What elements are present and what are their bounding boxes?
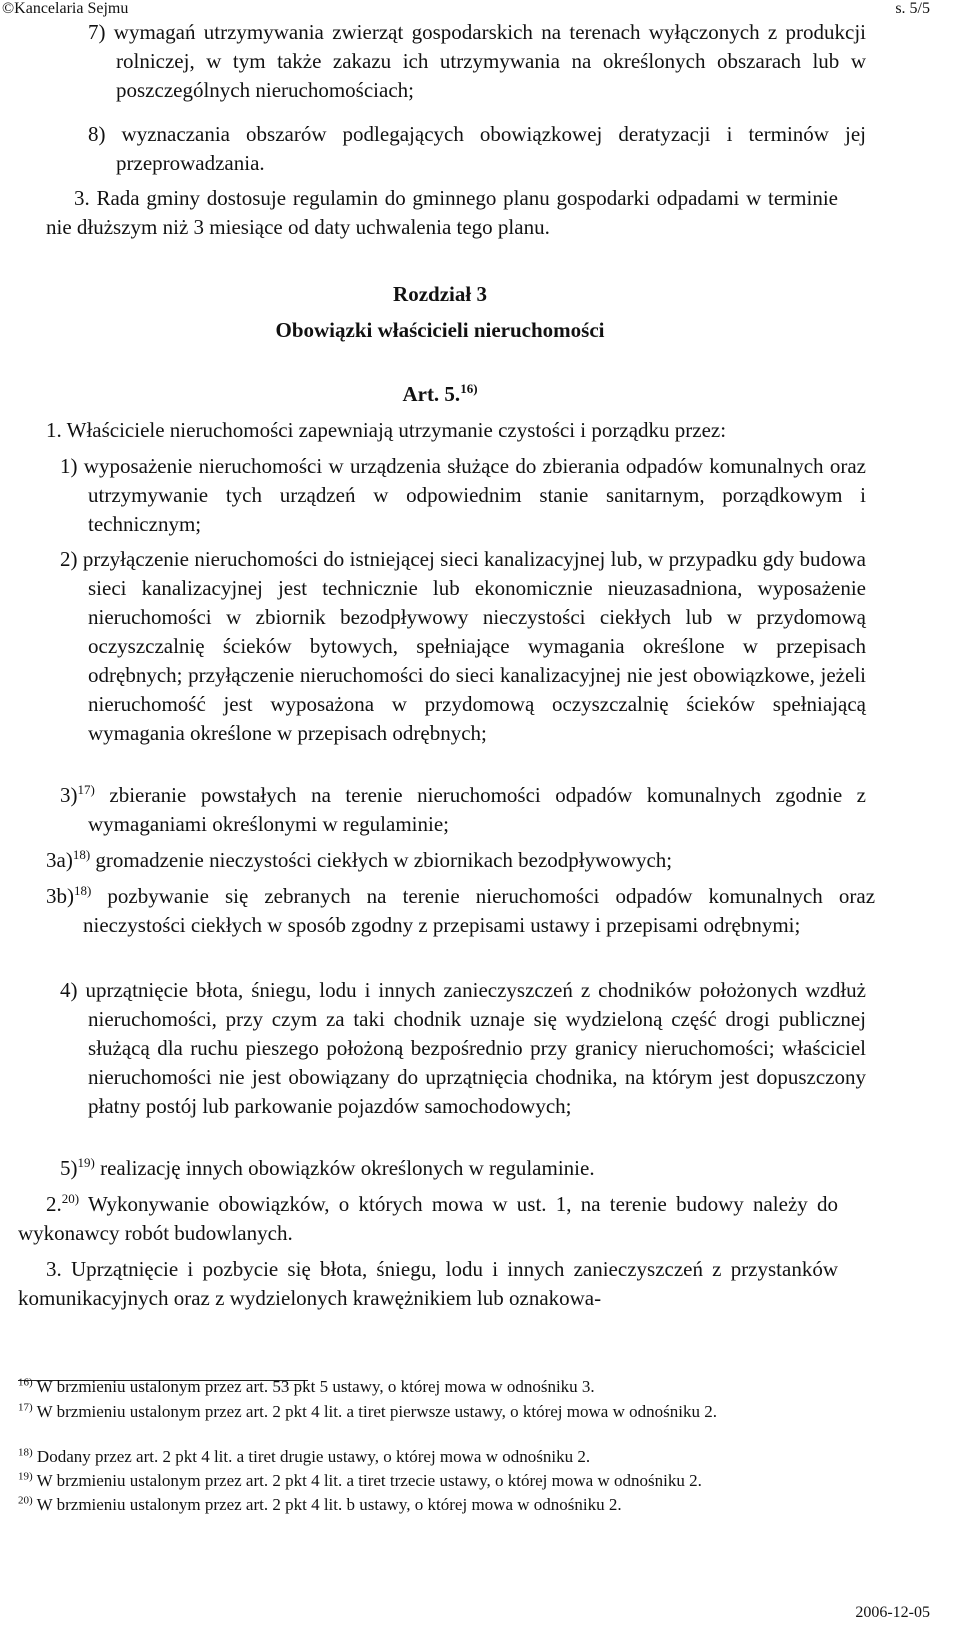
- footnote-ref-16: 16): [460, 381, 478, 396]
- footnote-17-ref: 17): [18, 1401, 33, 1414]
- item-4: 4) uprzątnięcie błota, śniegu, lodu i innych zanieczyszczeń z chodników położonych wzdłuż nieruchomości, przy czym za taki chodnik uznaje się wydzieloną część drogi publicznej służącą dla ruchu pieszego położoną bezpośrednio przy granicy nieruchomości; właściciel nieruchomości nie jest obowiązany do uprzątnięcia chodnika, na którym jest dopuszczony płatny postój lub parkowanie pojazdów samochodowych;: [60, 978, 866, 1118]
- footnote-16: [18, 1376, 878, 1397]
- item-5: [60, 1154, 838, 1183]
- footnote-18-ref: 18): [18, 1446, 33, 1459]
- item-8: 8) wyznaczania obszarów podlegających obowiązkowej deratyzacji i terminów jej przeprowadzania.: [88, 122, 866, 175]
- item-3b: [46, 882, 875, 940]
- item-3a: [46, 846, 838, 875]
- footnote-ref-17: 17): [77, 782, 95, 797]
- article-label: Art. 5.: [402, 382, 461, 406]
- item-3b-text: pozbywanie się zebranych na terenie nieruchomości odpadów komunalnych oraz nieczystości ciekłych w sposób zgodny z przepisami ustawy i przepisami odrębnymi;: [83, 884, 876, 937]
- chapter-title: Obowiązki właścicieli nieruchomości: [275, 318, 605, 342]
- footnote-19-ref: 19): [18, 1470, 33, 1483]
- item-3-label: 3): [60, 783, 78, 807]
- item-3a-text: gromadzenie nieczystości ciekłych w zbiornikach bezodpływowych;: [95, 848, 673, 872]
- item-7: 7) wymagań utrzymywania zwierząt gospodarskich na terenach wyłączonych z produkcji rolniczej, w tym także zakazu ich utrzymywania na określonych obszarach lub w poszczególnych nieruchomościach;: [88, 20, 866, 102]
- item-3b-label: 3b): [46, 884, 74, 908]
- paragraph-2-text: Wykonywanie obowiązków, o których mowa w ust. 1, na terenie budowy należy do wykonawcy robót budowlanych.: [18, 1192, 838, 1245]
- item-3a-label: 3a): [46, 848, 73, 872]
- footnote-18-text: Dodany przez art. 2 pkt 4 lit. a tiret drugie ustawy, o której mowa w odnośniku 2.: [36, 1447, 591, 1466]
- item-5-text: realizację innych obowiązków określonych w regulaminie.: [100, 1156, 595, 1180]
- footnote-17-text: W brzmieniu ustalonym przez art. 2 pkt 4 lit. a tiret pierwsze ustawy, o której mowa w odnośniku 2.: [36, 1402, 717, 1421]
- paragraph-1: 1. Właściciele nieruchomości zapewniają utrzymanie czystości i porządku przez:: [46, 418, 727, 442]
- header-page-number: s. 5/5: [895, 0, 930, 17]
- item-3: [60, 781, 866, 839]
- footnote-20-ref: 20): [18, 1494, 33, 1507]
- paragraph-3-art5: 3. Uprzątnięcie i pozbycie się błota, śniegu, lodu i innych zanieczyszczeń z przystanków komunikacyjnych oraz z wydzielonych krawężnikiem lub oznakowa-: [18, 1257, 838, 1310]
- article-heading: [0, 380, 880, 409]
- item-1: 1) wyposażenie nieruchomości w urządzenia służące do zbierania odpadów komunalnych oraz utrzymywanie tych urządzeń w odpowiednim stanie sanitarnym, porządkowym i technicznym;: [60, 454, 866, 536]
- footnote-ref-20: 20): [61, 1191, 80, 1206]
- paragraph-3: 3. Rada gminy dostosuje regulamin do gminnego planu gospodarki odpadami w terminie nie dłuższym niż 3 miesiące od daty uchwalenia tego planu.: [46, 186, 838, 239]
- paragraph-2: [18, 1190, 838, 1248]
- item-5-label: 5): [60, 1156, 78, 1180]
- item-3-text: zbieranie powstałych na terenie nieruchomości odpadów komunalnych zgodnie z wymaganiami określonymi w regulaminie;: [88, 783, 867, 836]
- footnote-20-text: W brzmieniu ustalonym przez art. 2 pkt 4 lit. b ustawy, o której mowa w odnośniku 2.: [36, 1495, 622, 1514]
- footnote-19-text: W brzmieniu ustalonym przez art. 2 pkt 4 lit. a tiret trzecie ustawy, o której mowa w odnośniku 2.: [36, 1471, 702, 1490]
- footnote-16-ref: 16): [18, 1376, 33, 1389]
- footnote-19: [18, 1470, 878, 1491]
- footnote-20: [18, 1494, 878, 1515]
- paragraph-2-label: 2.: [46, 1192, 62, 1216]
- item-2: 2) przyłączenie nieruchomości do istniejącej sieci kanalizacyjnej lub, w przypadku gdy budowa sieci kanalizacyjnej jest technicznie lub ekonomicznie nieuzasadniona, wyposażenie nieruchomości w zbiornik bezodpływowy nieczystości ciekłych lub w przydomową oczyszczalnię ścieków bytowych, spełniające wymagania określone w przepisach odrębnych; przyłączenie nieruchomości do sieci kanalizacyjnej nie jest obowiązkowe, jeżeli nieruchomość jest wyposażona w przydomową oczyszczalnię ścieków spełniającą wymagania określone w przepisach odrębnych;: [60, 547, 866, 745]
- footnote-16-text: W brzmieniu ustalonym przez art. 53 pkt 5 ustawy, o której mowa w odnośniku 3.: [36, 1377, 595, 1396]
- footnote-ref-19: 19): [77, 1155, 95, 1170]
- footnote-18: [18, 1446, 878, 1467]
- header-publisher: ©Kancelaria Sejmu: [2, 0, 129, 17]
- footer-date: 2006-12-05: [855, 1604, 930, 1621]
- footnote-ref-18b: 18): [74, 883, 92, 898]
- footnote-17: [18, 1401, 878, 1422]
- footnote-ref-18a: 18): [72, 847, 91, 862]
- chapter-number: Rozdział 3: [393, 282, 487, 306]
